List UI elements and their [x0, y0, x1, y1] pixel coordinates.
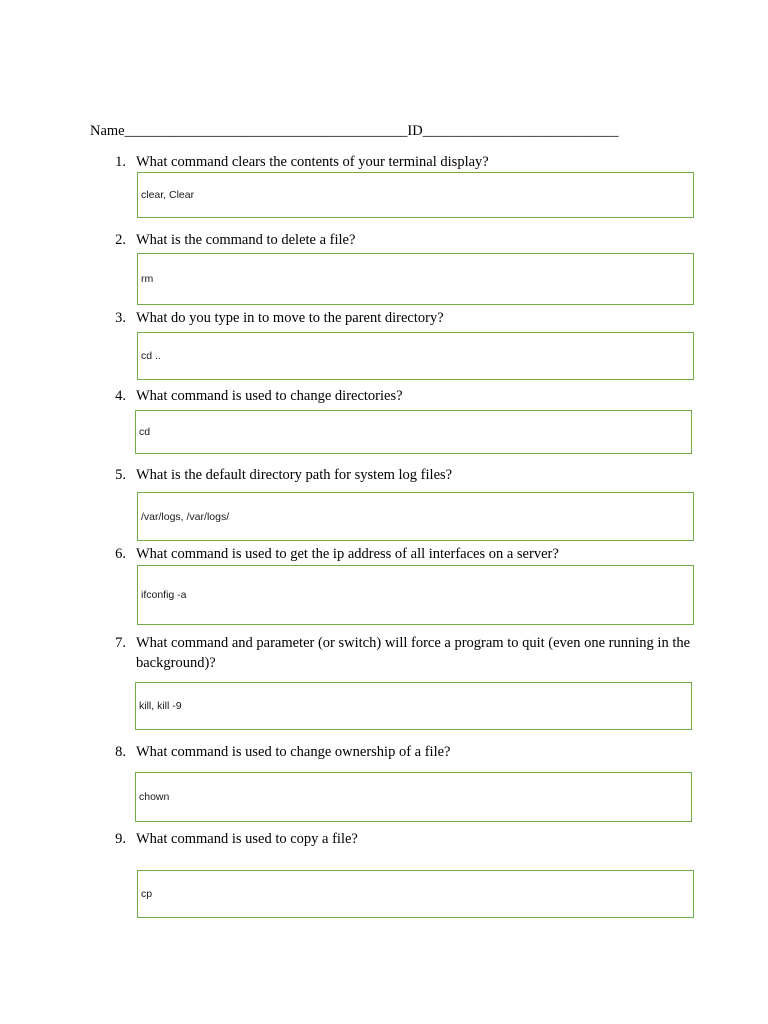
question-text: What do you type in to move to the parent directory?: [136, 310, 444, 326]
name-blank-line[interactable]: _______________________________________: [124, 123, 408, 139]
question-text: What command is used to change directories?: [136, 388, 403, 404]
answer-text: cd: [139, 426, 151, 438]
question-number: 9.: [115, 831, 126, 847]
answer-box-1[interactable]: [137, 172, 694, 218]
question-text: What command is used to get the ip address of all interfaces on a server?: [136, 546, 559, 562]
question-number: 4.: [115, 388, 126, 404]
question-text: What command and parameter (or switch) will force a program to quit (even one running in the background)?: [136, 635, 691, 671]
answer-box-5[interactable]: [137, 492, 694, 541]
name-label: Name: [90, 123, 125, 139]
question-number: 6.: [115, 546, 126, 562]
question-number: 8.: [115, 744, 126, 760]
answer-box-4[interactable]: [135, 410, 692, 454]
question-number: 1.: [115, 154, 126, 170]
id-label: ID: [407, 123, 423, 139]
answer-box-3[interactable]: [137, 332, 694, 380]
question-text: What command is used to change ownership of a file?: [136, 744, 451, 760]
answer-text: chown: [139, 791, 170, 803]
answer-box-8[interactable]: [135, 772, 692, 822]
question-text: What command is used to copy a file?: [136, 831, 358, 847]
answer-text: /var/logs, /var/logs/: [141, 510, 230, 523]
question-text: What is the default directory path for system log files?: [136, 467, 453, 483]
answer-text: kill, kill -9: [139, 700, 182, 712]
question-text: What command clears the contents of your terminal display?: [136, 154, 489, 170]
answer-box-2[interactable]: [137, 253, 694, 305]
id-blank-line[interactable]: ___________________________: [422, 123, 619, 139]
answer-box-7[interactable]: [135, 682, 692, 730]
question-number: 5.: [115, 467, 126, 483]
answer-text: rm: [141, 273, 154, 285]
question-number: 3.: [115, 310, 126, 326]
answer-text: cp: [141, 888, 153, 900]
answer-text: cd ..: [141, 350, 161, 362]
question-text: What is the command to delete a file?: [136, 232, 356, 248]
answer-text: clear, Clear: [141, 189, 195, 201]
answer-box-9[interactable]: [137, 870, 694, 918]
answer-text: ifconfig -a: [141, 589, 187, 601]
answer-box-6[interactable]: [137, 565, 694, 625]
question-number: 7.: [115, 635, 126, 651]
worksheet-header: [90, 122, 618, 140]
question-number: 2.: [115, 232, 126, 248]
